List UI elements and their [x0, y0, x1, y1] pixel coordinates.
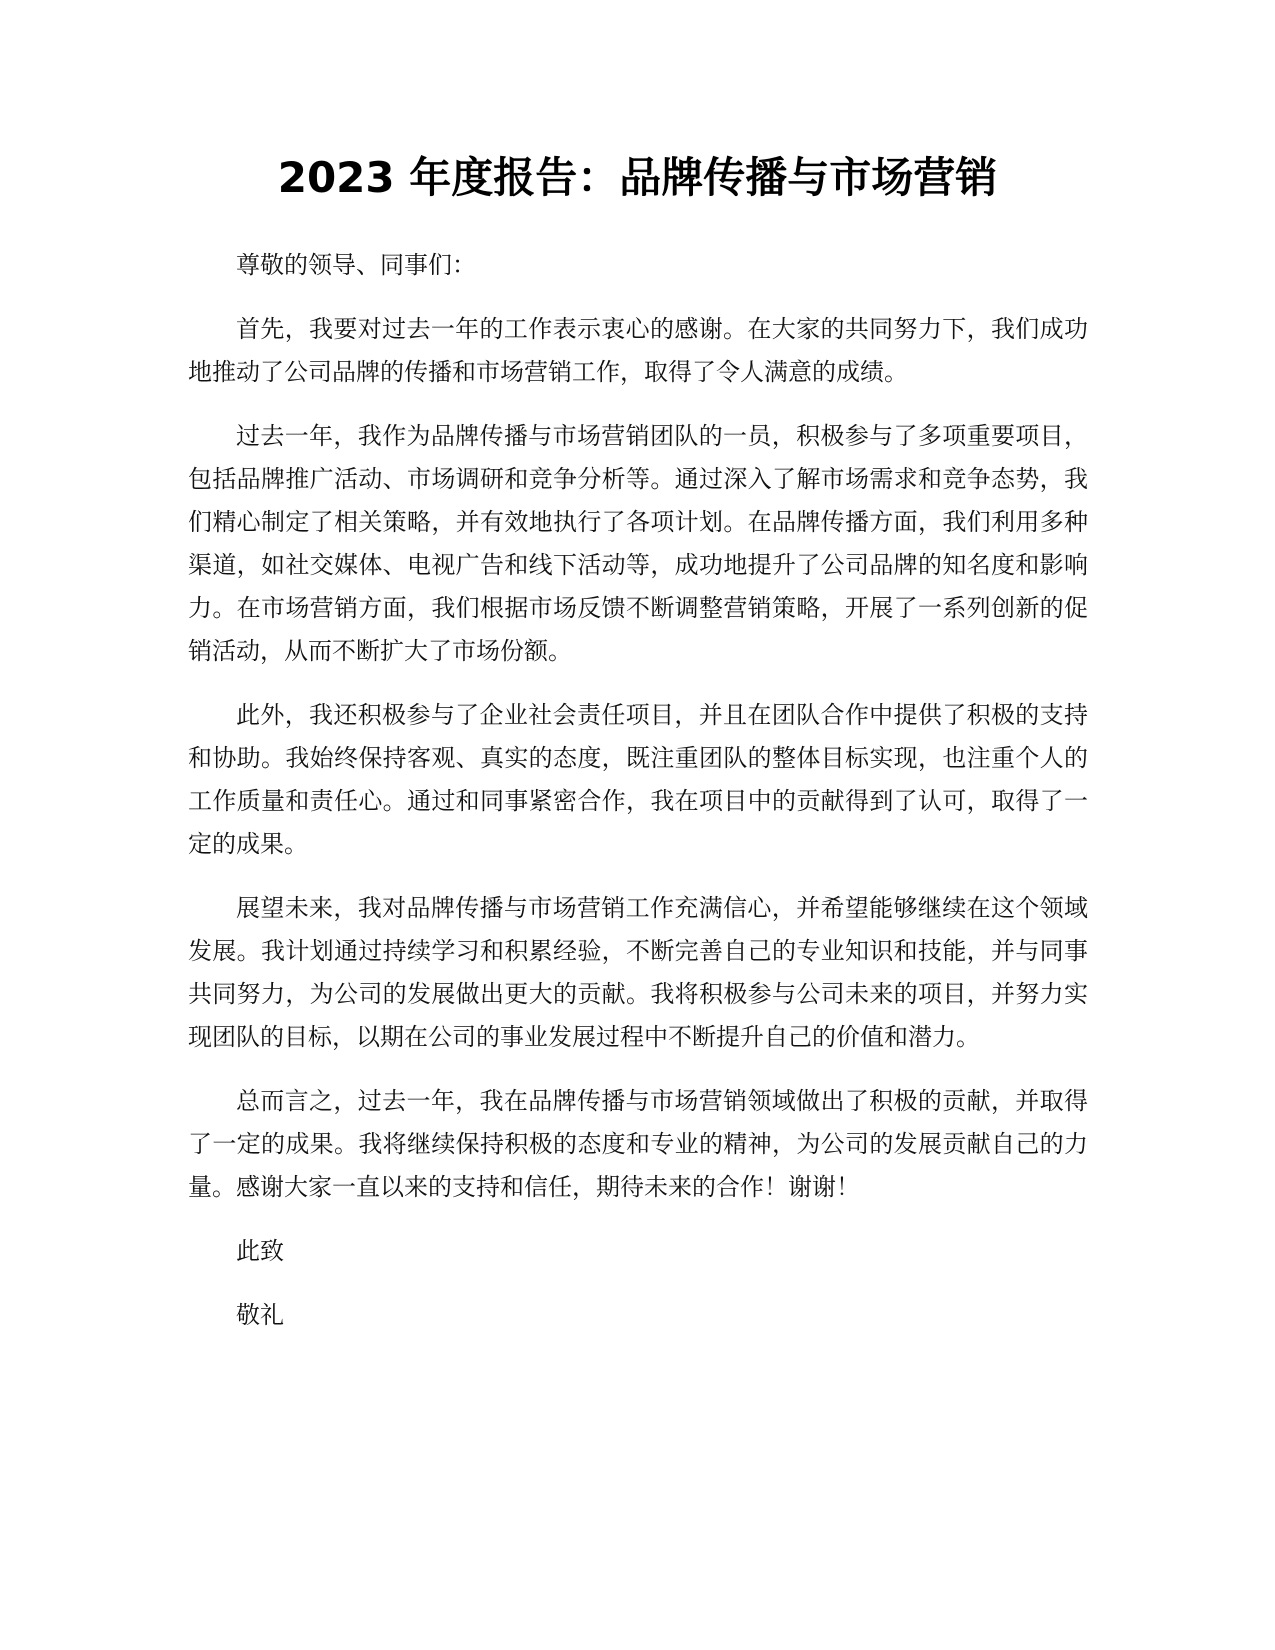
paragraph-past-year: 过去一年，我作为品牌传播与市场营销团队的一员，积极参与了多项重要项目，包括品牌推广活动、市场调研和竞争分析等。通过深入了解市场需求和竞争态势，我们精心制定了相关策略，并有效地执行了各项计划。在品牌传播方面，我们利用多种渠道，如社交媒体、电视广告和线下活动等，成功地提升了公司品牌的知名度和影响力。在市场营销方面，我们根据市场反馈不断调整营销策略，开展了一系列创新的促销活动，从而不断扩大了市场份额。 [188, 422, 1088, 665]
closing-greeting: 此致 [236, 1237, 284, 1265]
paragraph-summary: 总而言之，过去一年，我在品牌传播与市场营销领域做出了积极的贡献，并取得了一定的成果。我将继续保持积极的态度和专业的精神，为公司的发展贡献自己的力量。感谢大家一直以来的支持和信任，期待未来的合作！谢谢！ [188, 1087, 1088, 1201]
paragraph-future: 展望未来，我对品牌传播与市场营销工作充满信心，并希望能够继续在这个领域发展。我计划通过持续学习和积累经验，不断完善自己的专业知识和技能，并与同事共同努力，为公司的发展做出更大的贡献。我将积极参与公司未来的项目，并努力实现团队的目标，以期在公司的事业发展过程中不断提升自己的价值和潜力。 [188, 894, 1088, 1051]
paragraph-thanks: 首先，我要对过去一年的工作表示衷心的感谢。在大家的共同努力下，我们成功地推动了公司品牌的传播和市场营销工作，取得了令人满意的成绩。 [188, 315, 1088, 386]
closing-regards: 敬礼 [236, 1301, 284, 1329]
paragraph-csr: 此外，我还积极参与了企业社会责任项目，并且在团队合作中提供了积极的支持和协助。我始终保持客观、真实的态度，既注重团队的整体目标实现，也注重个人的工作质量和责任心。通过和同事紧密合作，我在项目中的贡献得到了认可，取得了一定的成果。 [188, 701, 1088, 858]
salutation: 尊敬的领导、同事们： [236, 251, 476, 279]
document-title: 2023 年度报告：品牌传播与市场营销 [277, 153, 998, 202]
document-body [188, 244, 1088, 1337]
